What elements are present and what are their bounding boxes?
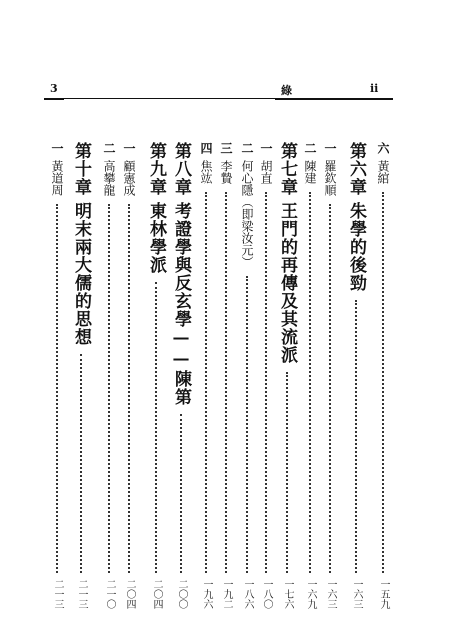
toc-label (195, 142, 217, 184)
toc-title: 黃綰 (376, 160, 390, 184)
toc-entry (372, 96, 394, 616)
toc-page-ref: 二一〇 (104, 579, 115, 609)
toc-number: 第八章 (171, 142, 191, 196)
toc-title: 陳建 (303, 160, 317, 184)
leader-dots (108, 204, 110, 573)
toc-page-ref: 一六三 (351, 579, 362, 609)
toc-title: 顧憲成 (122, 160, 136, 196)
toc-entry (215, 96, 237, 616)
toc-number: 二 (303, 142, 317, 154)
leader-dots (225, 192, 227, 573)
toc-entry (46, 96, 68, 616)
toc-title: 明末兩大儒的思想 (71, 202, 91, 346)
toc-page-ref: 二一三 (76, 579, 87, 609)
toc-title: 何心隱（即梁汝元） (240, 160, 254, 268)
toc-chapter (276, 96, 298, 616)
leader-dots (56, 204, 58, 573)
toc-title: 焦竑 (199, 160, 213, 184)
toc-entry (118, 96, 140, 616)
left-page-number: 3 (50, 82, 58, 95)
toc-number: 第九章 (146, 142, 166, 196)
toc-title: 羅欽順 (323, 160, 337, 196)
toc-page-ref: 一八六 (242, 579, 253, 609)
toc-number: 一 (122, 142, 136, 154)
toc-title: 朱學的後勁 (346, 202, 366, 292)
toc-label (170, 142, 192, 406)
toc-page-ref: 一六九 (305, 579, 316, 609)
toc-entry (195, 96, 217, 616)
toc-label (215, 142, 237, 184)
toc-number: 二 (240, 142, 254, 154)
toc-title: 黃道周 (50, 160, 64, 196)
leader-dots (180, 414, 182, 573)
toc-entry (319, 96, 341, 616)
toc-label (236, 142, 258, 268)
toc-number: 二 (102, 142, 116, 154)
leader-dots (155, 282, 157, 573)
leader-dots (382, 192, 384, 573)
toc-page-ref: 二〇四 (124, 579, 135, 609)
toc-page-ref: 一七六 (282, 579, 293, 609)
toc-entry (98, 96, 120, 616)
toc-page-ref: 一八〇 (261, 579, 272, 609)
toc-number: 一 (50, 142, 64, 154)
toc-entry (255, 96, 277, 616)
toc-number: 一 (259, 142, 273, 154)
toc-chapter (170, 96, 192, 616)
toc-label (145, 142, 167, 274)
toc-page-ref: 一五九 (378, 579, 389, 609)
toc-page-ref: 二〇〇 (176, 579, 187, 609)
toc-label (319, 142, 341, 196)
leader-dots (355, 300, 357, 573)
toc-label (299, 142, 321, 184)
leader-dots (309, 192, 311, 573)
toc-title: 東林學派 (146, 202, 166, 274)
toc-number: 第七章 (277, 142, 297, 196)
toc-number: 四 (199, 142, 213, 154)
toc-label (70, 142, 92, 346)
right-page-number: ii (370, 82, 379, 95)
toc-label (118, 142, 140, 196)
toc-label (276, 142, 298, 364)
toc-title: 高攀龍 (102, 160, 116, 196)
toc-label (345, 142, 367, 292)
leader-dots (128, 204, 130, 573)
right-page-title: 綠 (281, 84, 292, 97)
toc-number: 第十章 (71, 142, 91, 196)
toc-chapter (70, 96, 92, 616)
toc-number: 六 (376, 142, 390, 154)
toc-chapter (145, 96, 167, 616)
toc-entry (236, 96, 258, 616)
toc-number: 一 (323, 142, 337, 154)
toc-page-ref: 一九二 (221, 579, 232, 609)
leader-dots (286, 372, 288, 573)
toc-chapter (345, 96, 367, 616)
leader-dots (329, 204, 331, 573)
toc-page-ref: 二〇四 (151, 579, 162, 609)
toc-page-ref: 二一三 (52, 579, 63, 609)
toc-page-ref: 一九六 (201, 579, 212, 609)
leader-dots (80, 354, 82, 573)
leader-dots (265, 192, 267, 573)
toc-label (372, 142, 394, 184)
toc-label (255, 142, 277, 184)
toc-page-ref: 一六三 (325, 579, 336, 609)
leader-dots (246, 276, 248, 573)
toc-entry (299, 96, 321, 616)
toc-title: 胡直 (259, 160, 273, 184)
toc-title: 李贄 (219, 160, 233, 184)
toc-label (46, 142, 68, 196)
leader-dots (205, 192, 207, 573)
toc-number: 三 (219, 142, 233, 154)
toc-title: 考證學與反玄學——陳第 (171, 202, 191, 406)
toc-title: 王門的再傳及其流派 (277, 202, 297, 364)
toc-number: 第六章 (346, 142, 366, 196)
toc-label (98, 142, 120, 196)
